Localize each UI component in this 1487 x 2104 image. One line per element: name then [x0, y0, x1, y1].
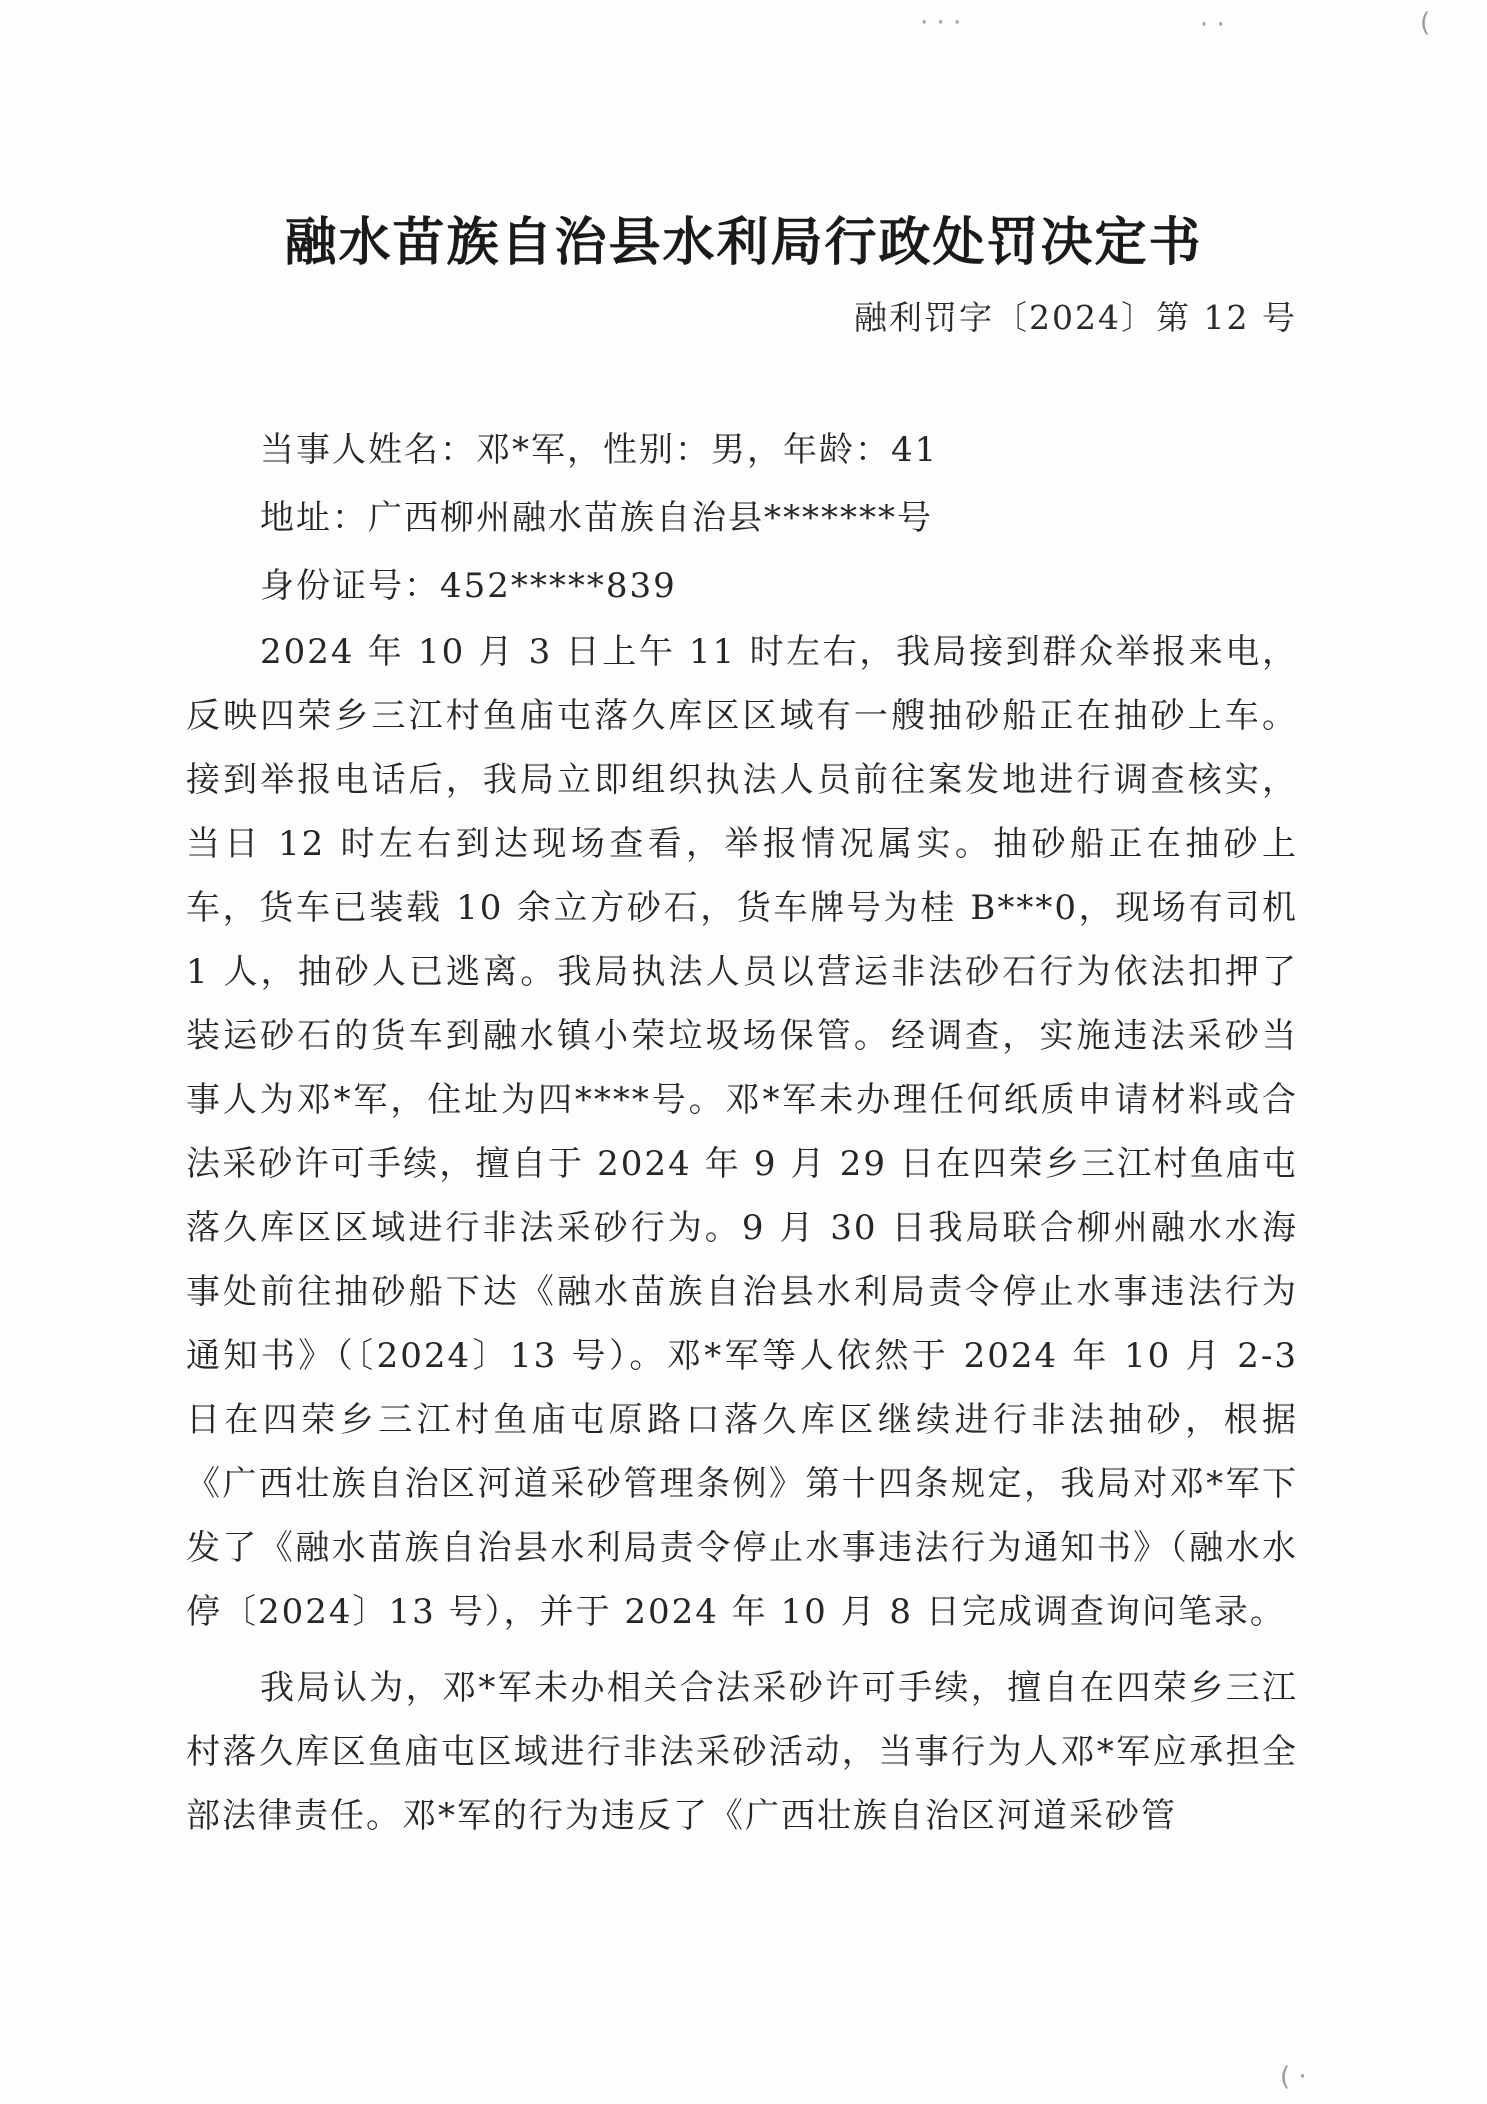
document-title: 融水苗族自治县水利局行政处罚决定书 [284, 213, 1203, 273]
party-name-line: 当事人姓名：邓*军，性别：男，年龄：41 [260, 430, 939, 470]
body-paragraph-finding: 我局认为，邓*军未办相关合法采砂许可手续，擅自在四荣乡三江村落久库区鱼庙屯区域进行非法采砂活动，当事行为人邓*军应承担全部法律责任。邓*军的行为违反了《广西壮族自治区河道采砂管 [186, 1668, 1298, 1836]
document-number: 融利罚字〔2024〕第 12 号 [854, 298, 1297, 337]
scan-artifact-mark: · · · [920, 8, 962, 38]
document-body [186, 416, 1298, 1848]
body-paragraph-facts: 2024 年 10 月 3 日上午 11 时左右，我局接到群众举报来电，反映四荣乡三江村鱼庙屯落久库区区域有一艘抽砂船正在抽砂上车。接到举报电话后，我局立即组织执法人员前往案发地进行调查核实，当日 12 时左右到达现场查看，举报情况属实。抽砂船正在抽砂上车，货车已装载 10 余立方砂石，货车牌号为桂 B***0，现场有司机 1 人，抽砂人已逃离。我局执法人员以营运非法砂石行为依法扣押了装运砂石的货车到融水镇小荣垃圾场保管。经调查，实施违法采砂当事人为邓*军，住址为四****号。邓*军未办理任何纸质申请材料或合法采砂许可手续，擅自于 2024 年 9 月 29 日在四荣乡三江村鱼庙屯落久库区区域进行非法采砂行为。9 月 30 日我局联合柳州融水水海事处前往抽砂船下达《融水苗族自治县水利局责令停止水事违法行为通知书》（〔2024〕13 号）。邓*军等人依然于 2024 年 10 月 2-3 日在四荣乡三江村鱼庙屯原路口落久库区继续进行非法抽砂，根据《广西壮族自治区河道采砂管理条例》第十四条规定，我局对邓*军下发了《融水苗族自治县水利局责令停止水事违法行为通知书》（融水水停〔2024〕13 号），并于 2024 年 10 月 8 日完成调查询问笔录。 [186, 632, 1298, 1632]
party-address-line: 地址：广西柳州融水苗族自治县*******号 [260, 498, 933, 538]
scan-artifact-mark: ( [1420, 8, 1431, 38]
scan-artifact-mark: · · [1200, 10, 1225, 40]
party-id-line: 身份证号：452*****839 [260, 566, 677, 606]
scan-artifact-mark: ( · [1280, 2062, 1307, 2092]
